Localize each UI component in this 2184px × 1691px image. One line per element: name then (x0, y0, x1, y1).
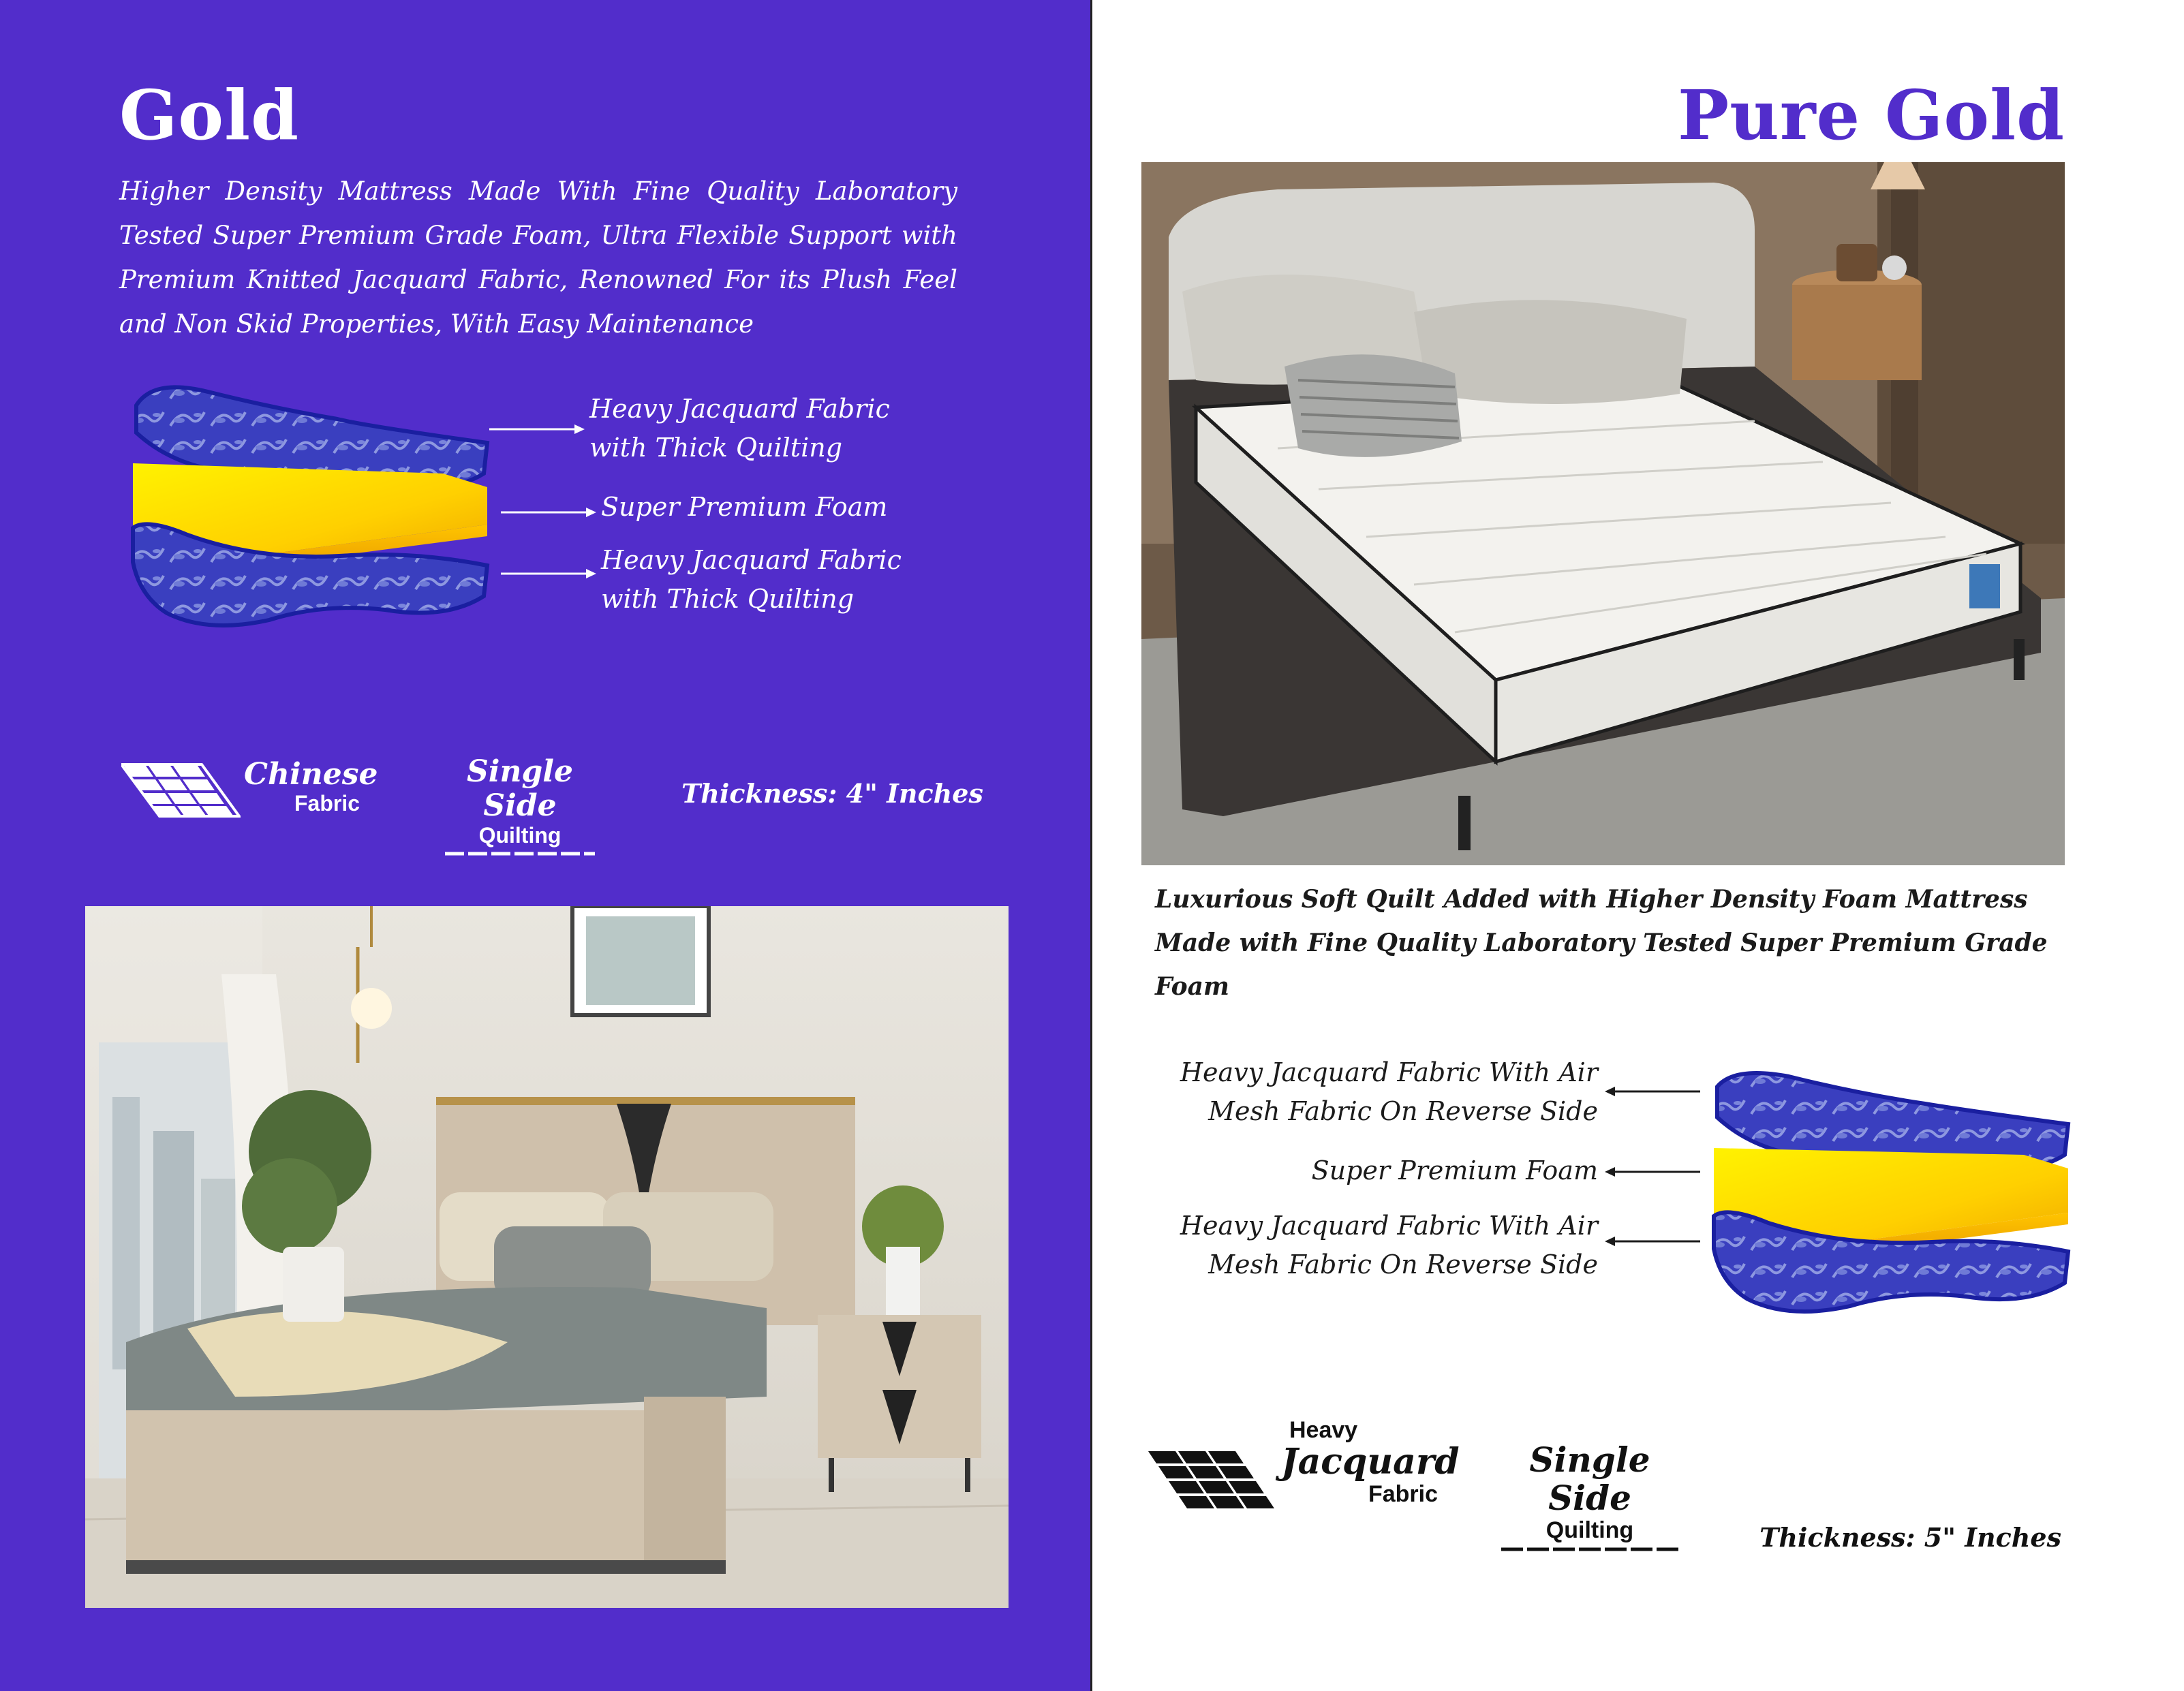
arrow-left-icon (1605, 1165, 1700, 1179)
pure-gold-mattress-photo (1141, 162, 2065, 865)
pure-gold-quilting-feature: Single Side Quilting (1491, 1441, 1689, 1556)
pure-gold-layer-diagram (1707, 1066, 2075, 1322)
gold-layer-diagram (126, 378, 494, 637)
arrow-left-icon (1605, 1235, 1700, 1248)
stitch-line-icon (445, 850, 595, 858)
pure-gold-thickness: Thickness: 5" Inches (1759, 1522, 2061, 1553)
gold-fabric-feature: Chinese Fabric (244, 757, 378, 816)
gold-title: Gold (119, 75, 300, 155)
gold-thickness: Thickness: 4" Inches (681, 778, 983, 809)
pure-gold-fabric-feature: Heavy Jacquard Fabric (1281, 1417, 1460, 1507)
gold-layer-top-label: Heavy Jacquard Fabric with Thick Quilting (589, 394, 890, 463)
gold-bedroom-photo (85, 906, 1009, 1608)
gold-layer-bottom-label: Heavy Jacquard Fabric with Thick Quilting (601, 545, 902, 614)
gold-quilting-feature: Single Side Quilting (442, 755, 598, 860)
stitch-line-icon (1501, 1545, 1678, 1553)
pure-gold-description: Luxurious Soft Quilt Added with Higher Density Foam Mattress Made with Fine Quality Laboratory Tested Super Premium Grade Foam (1155, 885, 2048, 1001)
arrow-right-icon (501, 506, 596, 519)
gold-description: Higher Density Mattress Made With Fine Quality Laboratory Tested Super Premium Grade Foam, Ultra Flexible Support with Premium Knitted Jacquard Fabric, Renowned For its Plush Feel and Non Skid Properties, With Easy Maintenance (119, 176, 957, 339)
pure-gold-layer-bottom-label: Heavy Jacquard Fabric With Air Mesh Fabric On Reverse Side (1180, 1211, 1598, 1279)
pure-gold-title: Pure Gold (1677, 75, 2065, 155)
fabric-grid-icon (1148, 1450, 1278, 1511)
gold-layer-middle-label: Super Premium Foam (601, 492, 888, 522)
arrow-right-icon (489, 422, 585, 436)
pure-gold-layer-middle-label: Super Premium Foam (1311, 1155, 1598, 1185)
pure-gold-layer-top-label: Heavy Jacquard Fabric With Air Mesh Fabric On Reverse Side (1180, 1057, 1598, 1126)
fabric-grid-icon (121, 763, 241, 818)
gold-panel (0, 0, 1090, 1691)
arrow-right-icon (501, 567, 596, 580)
arrow-left-icon (1605, 1085, 1700, 1098)
